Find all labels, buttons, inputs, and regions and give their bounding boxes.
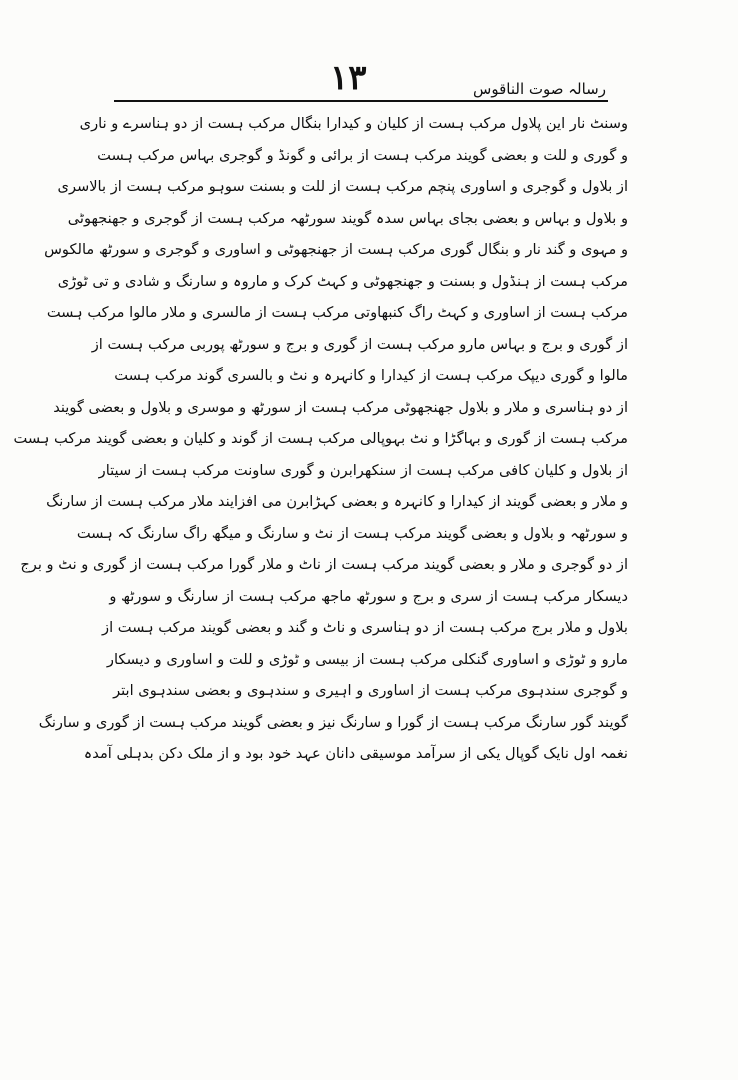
text-line: از دو ہناسری و ملار و بلاول جھنجھوٹی مرکب ہست از سورٹھ و موسری و بلاول و بعضی گویند bbox=[53, 398, 628, 416]
body-text bbox=[13, 108, 628, 770]
text-line: بلاول و ملار برج مرکب ہست از دو ہناسری و ناٹ و گند و بعضی گویند مرکب ہست از bbox=[102, 619, 628, 636]
text-line: مالوا و گوری دیپک مرکب ہست از کیدارا و کانہرہ و نٹ و بالسری گوند مرکب ہست bbox=[114, 367, 628, 384]
text-line: گویند گور سارنگ مرکب ہست از گورا و سارنگ نیز و بعضی گویند مرکب ہست از گوری و سارنگ bbox=[38, 713, 628, 731]
text-line: مرکب ہست از گوری و بہاگڑا و نٹ بہوپالی مرکب ہست از گوند و کلیان و بعضی گویند مرکب ہست bbox=[13, 430, 628, 447]
text-line: از بلاول و کلیان کافی مرکب ہست از سنکھرابرن و گوری ساونت مرکب ہست از سیتار bbox=[98, 461, 628, 479]
running-title: رسالہ صوت الناقوس bbox=[473, 80, 606, 98]
text-line: و بلاول و بہاس و بعضی بجای بہاس سدہ گویند سورٹھہ مرکب ہست از گوجری و جھنجھوٹی bbox=[67, 209, 628, 227]
header-rule bbox=[114, 100, 608, 102]
text-line: مرکب ہست از اساوری و کہٹ راگ کنبھاوتی مرکب ہست از مالسری و ملار مالوا مرکب ہست bbox=[46, 304, 628, 321]
page-number: ۱۳ bbox=[330, 58, 367, 98]
text-line: مارو و ٹوڑی و اساوری گنکلی مرکب ہست از بیسی و ٹوڑی و للت و اساوری و دیسکار bbox=[106, 650, 628, 668]
text-line: وسنٹ نار این پلاول مرکب ہست از کلیان و کیدارا بنگال مرکب ہست از دو ہناسرے و ناری bbox=[79, 115, 628, 132]
text-line: از گوری و برج و بہاس مارو مرکب ہست از گوری و برج و سورٹھ پوربی مرکب ہست از bbox=[91, 335, 628, 353]
text-line: و مہوی و گند نار و بنگال گوری مرکب ہست از جھنجھوٹی و اساوری و گوجری و سورٹھ مالکوس bbox=[44, 241, 628, 258]
text-line: مرکب ہست از ہنڈول و بسنت و جھنجھوٹی و کہٹ کرک و ماروہ و سارنگ و شادی و تی ٹوڑی bbox=[57, 272, 628, 290]
text-line: از دو گوجری و ملار و بعضی گویند مرکب ہست از ناٹ و ملار گورا مرکب ہست از گوری و نٹ و برج bbox=[20, 556, 628, 573]
text-line: از بلاول و گوجری و اساوری پنچم مرکب ہست از للت و بسنت سوہو مرکب ہست از بالاسری bbox=[57, 178, 628, 195]
text-line: و ملار و بعضی گویند از کیدارا و کانہرہ و بعضی کہڑابرن می افزایند ملار مرکب ہست از سارنگ bbox=[46, 493, 628, 510]
text-line: و گوجری سندہوی مرکب ہست از اساوری و اہیری و سندہوی و بعضی سندہوی ابتر bbox=[113, 682, 628, 699]
text-line: نغمہ اول نایک گوپال یکی از سرآمد موسیقی دانان عہد خود بود و از ملک دکن بدہلی آمدہ bbox=[83, 745, 628, 762]
text-line: و سورٹھہ و بلاول و بعضی گویند مرکب ہست از نٹ و سارنگ و میگھ راگ سارنگ کہ ہست bbox=[76, 524, 628, 542]
text-line: و گوری و للت و بعضی گویند مرکب ہست از برائی و گونڈ و گوجری بہاس مرکب ہست bbox=[97, 146, 628, 164]
page-header bbox=[108, 58, 608, 104]
text-line: دیسکار مرکب ہست از سری و برج و سورٹھ ماجھ مرکب ہست از سارنگ و سورٹھ و bbox=[109, 587, 628, 605]
